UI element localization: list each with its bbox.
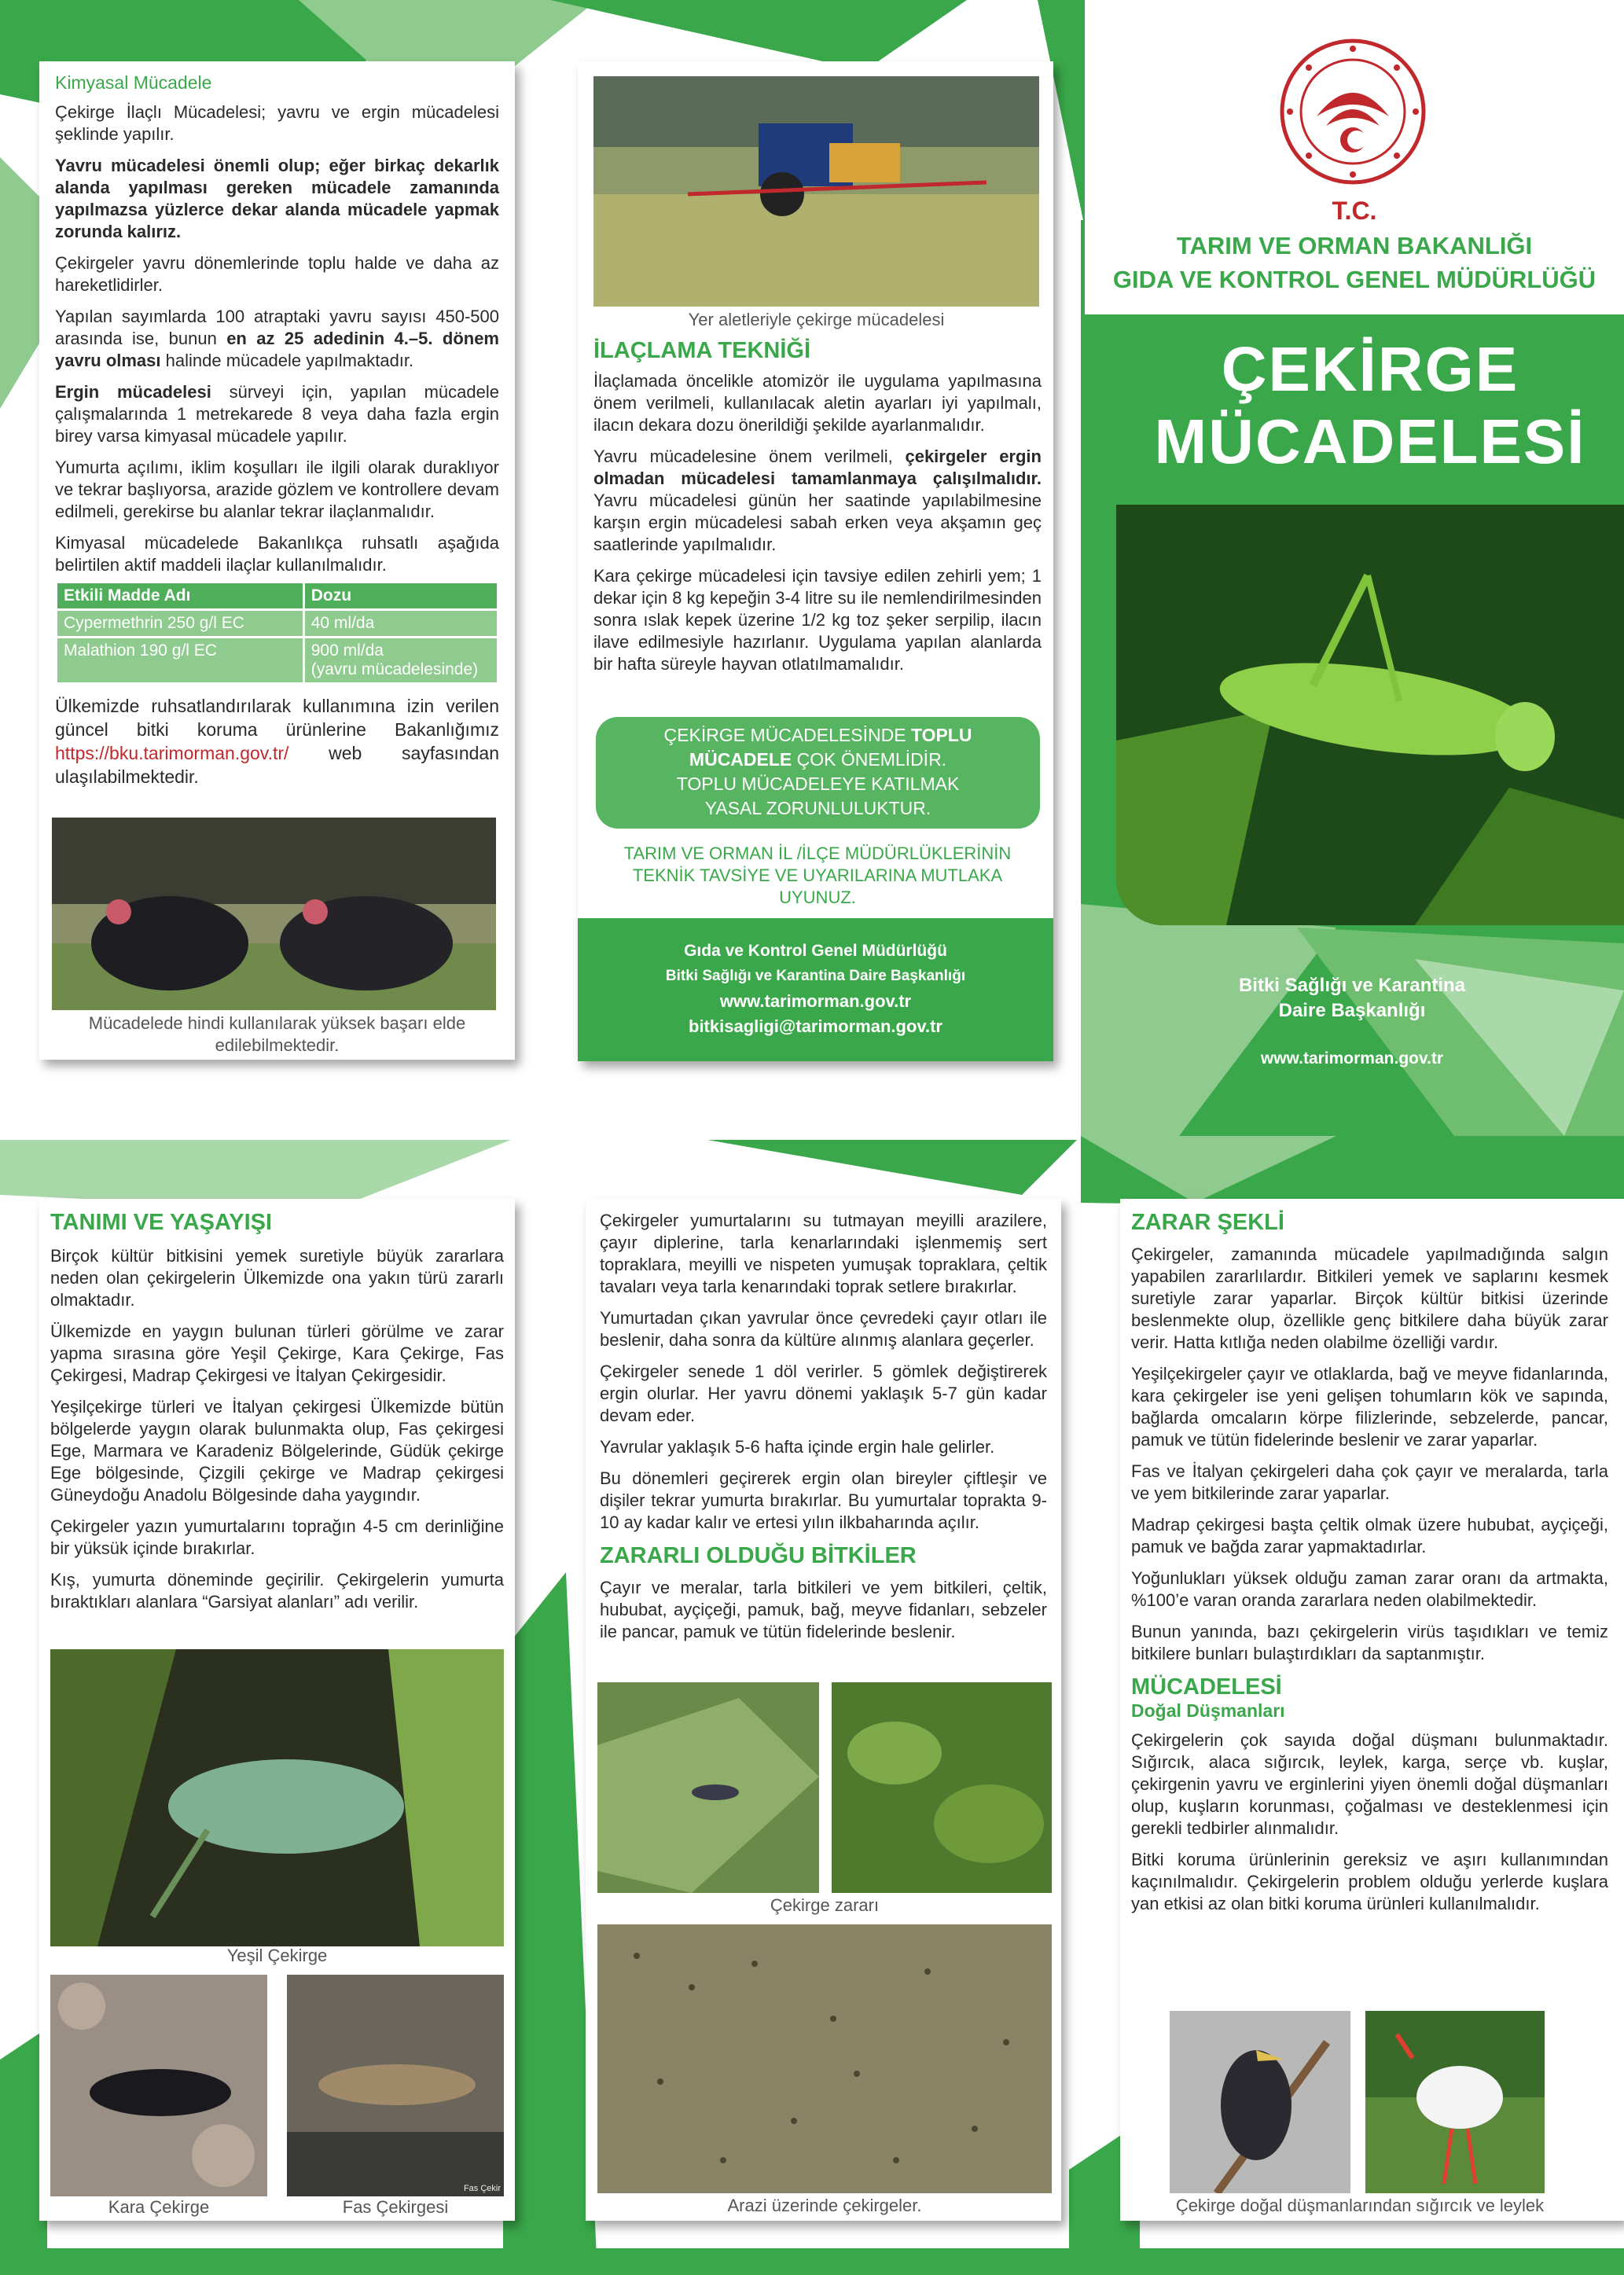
text-run-bold: çekirgeler ergin olmadan mücadelesi tamamlanmaya çalışılmalıdır. [593, 447, 1042, 488]
photo-black-cricket [50, 1975, 267, 2196]
table-header: Etkili Madde Adı [57, 583, 304, 610]
section-heading: Kimyasal Mücadele [55, 72, 212, 93]
paragraph: Çekirgeler senede 1 döl verirler. 5 gömlek değiştirerek ergin olurlar. Her yavru dönemi yaklaşık 5-7 gün kadar devam eder. [600, 1362, 1047, 1425]
footer-email[interactable]: bitkisagligi@tarimorman.gov.tr [689, 1016, 942, 1036]
paragraph: Çekirgeler yazın yumurtalarını toprağın 4-5 cm derinliğine bir yüksük içinde bırakırlar. [50, 1516, 504, 1558]
section-heading: TANIMI VE YAŞAYIŞI [50, 1210, 273, 1235]
paragraph [593, 446, 1042, 556]
dose-note: (yavru mücadelesinde) [310, 660, 479, 678]
footer-line: Gıda ve Kontrol Genel Müdürlüğü [684, 942, 947, 960]
paragraph: Birçok kültür bitkisini yemek suretiyle büyük zararlara neden olan çekirgelerin Ülkemizde ona yakın türü zararlı olmaktadır. [50, 1246, 504, 1310]
paragraph: Madrap çekirgesi başta çeltik olmak üzere hububat, ayçiçeği, pamuk ve bağda zarar yapmaktadırlar. [1131, 1515, 1608, 1556]
photo-caption: Yeşil Çekirge [226, 1946, 328, 1965]
table-cell [303, 638, 498, 684]
table-cell: Cypermethrin 250 g/l EC [57, 610, 304, 638]
photo-green-grasshopper [1116, 505, 1624, 925]
photo-caption: Yer aletleriyle çekirge mücadelesi [688, 310, 945, 329]
paragraph [55, 694, 499, 788]
text-run: Yavru mücadelesi günün her saatinde yapılabilmesine karşın ergin mücadelesi sabah erken veya akşamın geç saatlerinde yapılmalıdır. [593, 491, 1042, 554]
box-line [596, 723, 1040, 748]
text-run-bold: en az 25 adedinin 4.–5. dönem yavru olması [55, 329, 499, 370]
paragraph: Kara çekirge mücadelesi için tavsiye edilen zehirli yem; 1 dekar için 8 kg kepeğin 3-4 litre su ile nemlendirilmesinden sonra ıslak kepek üzerine 1/2 kg toz şeker serpilip, ilacın ilave edilmesiyle hazırlanır. Uygulama yapılan alanlarda bir hafta süreyle hayvan otlatılmamalıdır. [593, 566, 1042, 674]
footer-line: Bitki Sağlığı ve Karantina Daire Başkanlığı [665, 968, 966, 984]
department-line: Bitki Sağlığı ve Karantina [1238, 975, 1466, 996]
paragraph: Bu dönemleri geçirerek ergin olan bireyler çiftleşir ve dişiler tekrar yumurta bırakırlar. Bu yumurtalar toprakta 9-10 ay kadar kalır ve ertesi yılın ilkbaharında açılır. [600, 1468, 1047, 1532]
paragraph: Ülkemizde en yaygın bulunan türleri görülme ve zarar yapma sırasına göre Yeşil Çekirge, Kara Çekirge, Fas Çekirgesi, Madrap Çekirgesi ve İtalyan Çekirgesidir. [50, 1321, 504, 1385]
text-run-bold: MÜCADELE [689, 749, 792, 770]
photo-credit: Fas Çekir [463, 2184, 501, 2193]
photo-starling [1170, 2011, 1350, 2193]
paragraph: Çekirgeler yavru dönemlerinde toplu halde ve daha az hareketlidirler. [55, 253, 499, 295]
footer-url[interactable]: www.tarimorman.gov.tr [719, 991, 912, 1011]
section-heading: MÜCADELESİ [1131, 1674, 1282, 1700]
photo-moroccan-locust [287, 1975, 504, 2196]
tc-label: T.C. [1332, 197, 1377, 225]
paragraph: Fas ve İtalyan çekirgeleri daha çok çayır ve meralarda, tarla ve yem bitkilerinde zarar yaparlar. [1131, 1461, 1608, 1503]
text-run: Yapılan sayımlarda 100 atraptaki yavru sayısı 450-500 arasında ise, bunun [55, 307, 499, 348]
text-run-bold: TOPLU [910, 725, 972, 745]
bku-link[interactable]: https://bku.tarimorman.gov.tr/ [55, 743, 289, 763]
department-name [1195, 973, 1509, 1024]
directorate-name: GIDA VE KONTROL GENEL MÜDÜRLÜĞÜ [1112, 266, 1596, 293]
photo-tractor-spraying [593, 76, 1039, 307]
paragraph: Çekirge İlaçlı Mücadelesi; yavru ve ergin mücadelesi şeklinde yapılır. [55, 102, 499, 144]
photo-caption: Fas Çekirgesi [342, 2197, 449, 2217]
department-line: Daire Başkanlığı [1278, 1000, 1426, 1021]
paragraph: Yavrular yaklaşık 5-6 hafta içinde ergin hale gelirler. [600, 1437, 995, 1457]
text-run-bold: Ergin mücadelesi [55, 382, 211, 402]
table-cell: Malathion 190 g/l EC [57, 638, 304, 684]
cover-url[interactable]: www.tarimorman.gov.tr [1260, 1049, 1444, 1068]
table-row [57, 610, 498, 638]
text-run: ÇOK ÖNEMLİDİR. [792, 749, 947, 770]
text-run: halinde mücadele yapılmaktadır. [160, 351, 414, 370]
text-run: web sayfasından ulaşılabilmektedir. [55, 743, 499, 787]
text-run: Yavru mücadelesine önem verilmeli, [593, 447, 906, 466]
photo-damage-2 [832, 1682, 1052, 1893]
photo-caption: Kara Çekirge [108, 2197, 210, 2217]
paragraph [55, 306, 499, 372]
box-line: TOPLU MÜCADELEYE KATILMAK [676, 774, 960, 794]
paragraph: İlaçlamada öncelikle atomizör ile uygulama yapılmasına önem verilmeli, kullanılacak aletin ayarları iyi yapılmalı, ilacın dekara dozu önerildiği şekilde ayarlanmalıdır. [593, 371, 1042, 435]
paragraph: Yeşilçekirge türleri ve İtalyan çekirgesi Ülkemizde bütün bölgelerde yaygın olarak bulunmakta olup, Fas çekirgesi Ege, Marmara ve Karadeniz Bölgelerinde, Güdük çekirge Ege bölgesinde, Çizgili çekirge ve Madrap çekirgesi Güneydoğu Anadolu Bölgesinde daha yaygındır. [50, 1397, 504, 1505]
paragraph: Yumurta açılımı, iklim koşulları ile ilgili olarak duraklıyor ve tekrar başlıyorsa, arazide gözlem ve kontrollere devam edilmeli, gerekirse bu alanlar tekrar ilaçlanmalıdır. [55, 458, 499, 521]
paragraph: Bunun yanında, bazı çekirgelerin virüs taşıdıkları ve temiz bitkilere bunları bulaştırdıkları da saptanmıştır. [1131, 1622, 1608, 1663]
photo-green-locust [50, 1649, 504, 1946]
photo-caption: Çekirge doğal düşmanlarından sığırcık ve leylek [1175, 2196, 1545, 2215]
paragraph: Çekirgeler yumurtalarını su tutmayan meyilli arazilere, çayır diplerine, tarla kenarlarındaki işlenmemiş sert topraklara, meyilli ve nispeten yumuşak topraklara, çeltik tavaları veya tarla kenarındaki toprak setlere bırakırlar. [600, 1211, 1047, 1296]
subheading: Doğal Düşmanları [1131, 1700, 1285, 1721]
paragraph: Yavru mücadelesi önemli olup; eğer birkaç dekarlık alanda yapılması gereken mücadele zamanında yapılmazsa yüzlerce dekar alanda mücadele yapmak zorunda kalırız. [55, 156, 499, 241]
paragraph: Kış, yumurta döneminde geçirilir. Çekirgelerin yumurta bıraktıkları alanlara “Garsiyat alanları” adı verilir. [50, 1570, 504, 1612]
text-run: Ülkemizde ruhsatlandırılarak kullanımına izin verilen güncel bitki koruma ürünlerine Bakanlığımız [55, 696, 499, 740]
collective-control-box [596, 717, 1040, 829]
photo-caption: Arazi üzerinde çekirgeler. [727, 2196, 922, 2215]
photo-locust-swarm [597, 1924, 1052, 2193]
photo-turkeys [52, 818, 496, 1010]
paragraph: Çekirgelerin çok sayıda doğal düşmanı bulunmaktadır. Sığırcık, alaca sığırcık, leylek, karga, serçe vb. kuşlar, çekirgenin yavru ve erginlerini yiyen önemli doğal düşmanları olup, kuşların korunması, çoğalması ve desteklenmesi için gerekli tedbirler alınmalıdır. [1131, 1730, 1608, 1838]
paragraph [55, 381, 499, 447]
ministry-seal [1279, 38, 1427, 186]
table-row [57, 638, 498, 684]
cover-title-line: MÜCADELESİ [1154, 406, 1586, 476]
text-run: ÇEKİRGE MÜCADELESİNDE [663, 725, 911, 745]
box-line: YASAL ZORUNLULUKTUR. [704, 798, 931, 818]
cover-title-line: ÇEKİRGE [1221, 334, 1519, 404]
paragraph: Yoğunlukları yüksek olduğu zaman zarar oranı da artmakta, %100’e varan oranda zararlara neden olabilmektedir. [1131, 1568, 1608, 1610]
advice-text: TARIM VE ORMAN İL /İLÇE MÜDÜRLÜKLERİNİN TEKNİK TAVSİYE VE UYARILARINA MUTLAKA UYUNUZ. [623, 843, 1012, 907]
cover-title-box [1116, 314, 1624, 505]
paragraph: Kimyasal mücadelede Bakanlıkça ruhsatlı aşağıda belirtilen aktif maddeli ilaçlar kullanılmalıdır. [55, 533, 499, 575]
photo-caption: Mücadelede hindi kullanılarak yüksek başarı elde edilebilmektedir. [88, 1013, 466, 1055]
photo-stork [1365, 2011, 1545, 2193]
spraying-text-block [593, 338, 1042, 685]
paragraph: Yeşilçekirgeler çayır ve otlaklarda, bağ ve meyve fidanlarında, kara çekirgeler ise yeni gelişen tohumların kök ve sapında, bağlarda omcaların körpe filizlerinde, sebzelerde, pancar, pamuk ve tütün fidelerinde beslenir ve zarar yaparlar. [1131, 1364, 1608, 1450]
table-header: Dozu [303, 583, 498, 610]
dose-value: 900 ml/da [310, 641, 384, 660]
paragraph: Çekirgeler, zamanında mücadele yapılmadığında salgın yapabilen zararlılardır. Bitkileri yemek ve saplarını kesmek suretiyle zarar yaparlar. Birçok kültür bitkisi üzerinde beslenmekte olup, özellikle genç bitkilere daha büyük zarar verir. Hatta kıtlığa neden olabilme özelliği vardır. [1131, 1244, 1608, 1352]
photo-damage-1 [597, 1682, 819, 1893]
section-heading: ZARARLI OLDUĞU BİTKİLER [600, 1543, 917, 1568]
photo-caption: Çekirge zararı [770, 1895, 880, 1915]
ministry-name: TARIM VE ORMAN BAKANLIĞI [1176, 232, 1533, 259]
table-header-row [57, 583, 498, 610]
table-cell: 40 ml/da [303, 610, 498, 638]
text-run: sürveyi için, yapılan mücadele çalışmalarında 1 metrekarede 8 veya daha fazla ergin birey varsa kimyasal mücadele yapılır. [55, 382, 499, 446]
panel2-footer [578, 918, 1053, 1061]
section-heading: İLAÇLAMA TEKNİĞİ [593, 338, 811, 363]
paragraph: Bitki koruma ürünlerinin gereksiz ve aşırı kullanımından kaçınılmalıdır. Çekirgelerin problem olduğu yerlerde kuşlara yan etkisi az olan bitki koruma ürünleri kullanılmalıdır. [1131, 1850, 1608, 1913]
section-heading: ZARAR ŞEKLİ [1131, 1210, 1284, 1235]
pesticide-table [55, 581, 499, 685]
paragraph: Yumurtadan çıkan yavrular önce çevredeki çayır otları ile beslenir, daha sonra da kültüre alınmış alanlara geçerler. [600, 1308, 1047, 1350]
paragraph: Çayır ve meralar, tarla bitkileri ve yem bitkileri, çeltik, hububat, ayçiçeği, pamuk, bağ, meyve fidanları, sebzeler ile pancar, pamuk ve tütün fidelerinde beslenir. [600, 1578, 1047, 1641]
box-line [596, 748, 1040, 772]
